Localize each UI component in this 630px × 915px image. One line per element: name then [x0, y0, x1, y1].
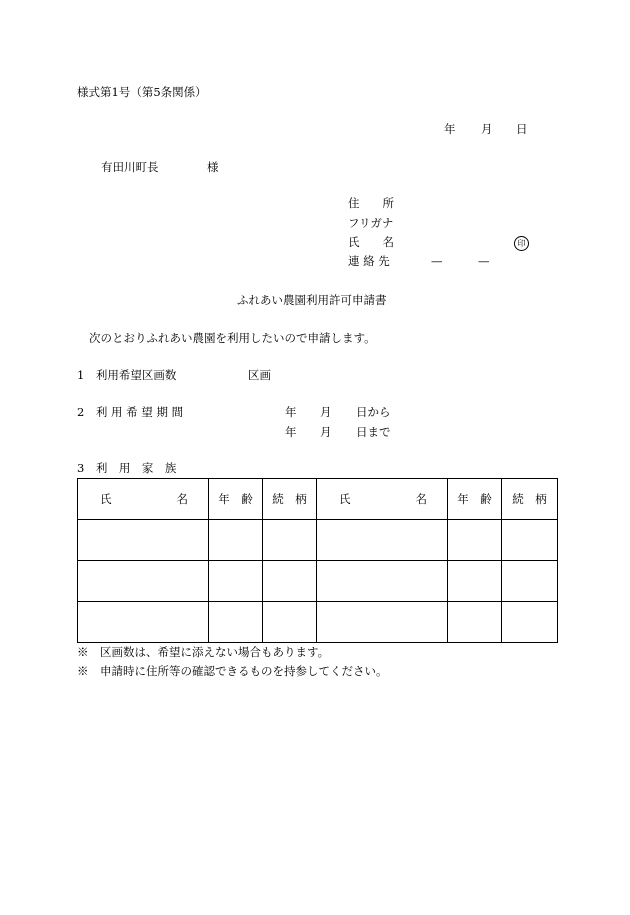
item-1-unit: 区画 — [248, 368, 271, 382]
form-number: 様式第1号（第5条関係） — [77, 85, 207, 99]
date-year: 年 — [444, 122, 456, 136]
period-to-month: 月 — [320, 425, 332, 439]
cell-name[interactable] — [78, 520, 209, 561]
note-1: ※ 区画数は、希望に添えない場合もあります。 — [77, 645, 330, 659]
date-day: 日 — [516, 122, 528, 136]
table-row — [78, 561, 558, 602]
cell-name[interactable] — [317, 602, 448, 643]
period-to-day: 日まで — [356, 425, 391, 439]
item-3-label: 3 利 用 家 族 — [77, 461, 177, 475]
intro-text: 次のとおりふれあい農園を利用したいので申請します。 — [89, 331, 376, 345]
header-age-1: 年 齢 — [209, 479, 263, 520]
header-relation-2: 続 柄 — [502, 479, 558, 520]
document-title: ふれあい農園利用許可申請書 — [237, 293, 387, 307]
address-label: 住 所 — [348, 196, 394, 210]
cell-relation[interactable] — [502, 602, 558, 643]
date-month: 月 — [481, 122, 493, 136]
header-name-1-a: 氏 — [100, 492, 112, 506]
cell-relation[interactable] — [263, 602, 317, 643]
cell-name[interactable] — [317, 520, 448, 561]
cell-age[interactable] — [209, 561, 263, 602]
furigana-label: フリガナ — [348, 216, 394, 230]
header-name-1-b: 名 — [176, 492, 188, 506]
addressee-name: 有田川町長 — [101, 160, 159, 174]
header-name-2-a: 氏 — [339, 492, 351, 506]
table-header-row — [78, 479, 558, 520]
cell-age[interactable] — [448, 602, 502, 643]
header-relation-1: 続 柄 — [263, 479, 317, 520]
cell-name[interactable] — [317, 561, 448, 602]
table-row — [78, 520, 558, 561]
cell-age[interactable] — [209, 602, 263, 643]
cell-name[interactable] — [78, 602, 209, 643]
cell-age[interactable] — [448, 561, 502, 602]
item-1-label: 1 利用希望区画数 — [77, 368, 177, 382]
header-name-2 — [317, 479, 448, 520]
addressee-honorific: 様 — [207, 160, 219, 174]
table-row — [78, 602, 558, 643]
period-from-year: 年 — [285, 405, 297, 419]
seal-icon: 印 — [514, 236, 529, 251]
cell-relation[interactable] — [263, 520, 317, 561]
cell-relation[interactable] — [263, 561, 317, 602]
period-from-month: 月 — [320, 405, 332, 419]
header-age-2: 年 齢 — [448, 479, 502, 520]
cell-age[interactable] — [448, 520, 502, 561]
header-name-1 — [78, 479, 209, 520]
cell-age[interactable] — [209, 520, 263, 561]
item-2-label: 2 利 用 希 望 期 間 — [77, 405, 184, 419]
period-to-year: 年 — [285, 425, 297, 439]
period-from-day: 日から — [356, 405, 391, 419]
cell-name[interactable] — [78, 561, 209, 602]
header-name-2-b: 名 — [415, 492, 427, 506]
note-2: ※ 申請時に住所等の確認できるものを持参してください。 — [77, 664, 388, 678]
family-table — [77, 478, 558, 643]
cell-relation[interactable] — [502, 561, 558, 602]
contact-dash-2: — — [478, 254, 490, 268]
cell-relation[interactable] — [502, 520, 558, 561]
contact-dash-1: — — [431, 254, 443, 268]
contact-label: 連 絡 先 — [348, 254, 390, 268]
name-label: 氏 名 — [348, 235, 394, 249]
